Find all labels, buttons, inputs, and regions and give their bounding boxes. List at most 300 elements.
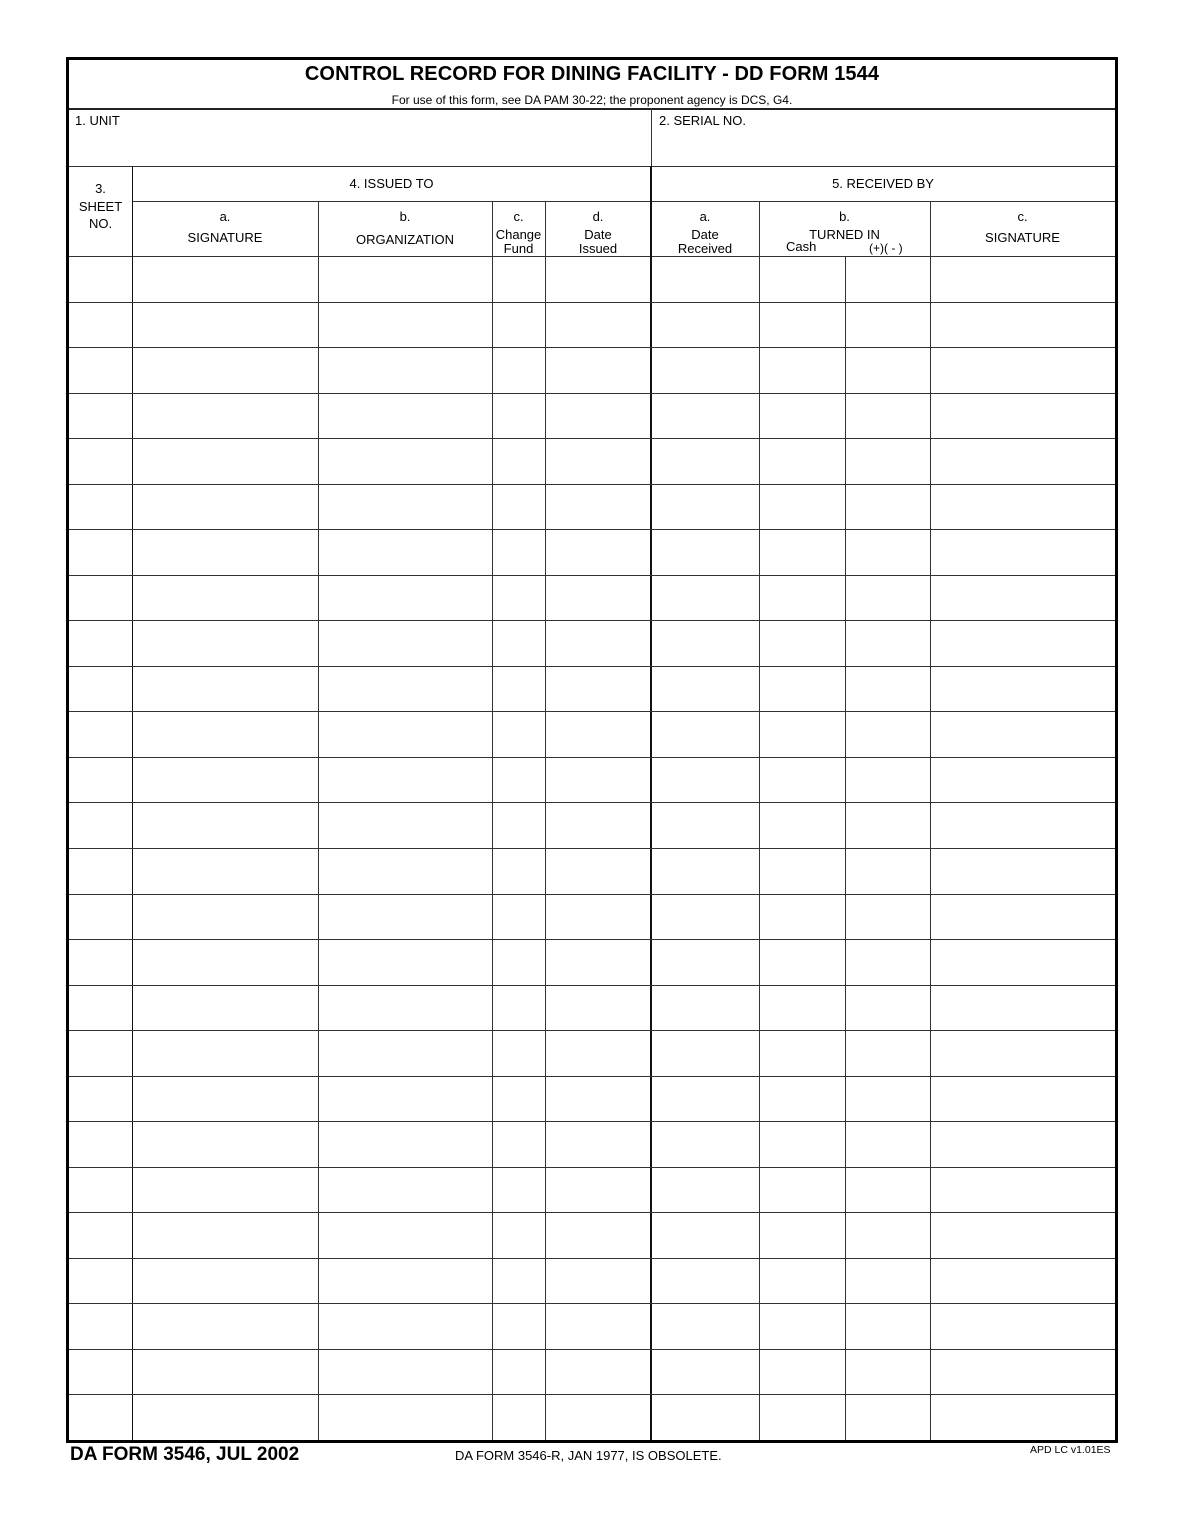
- issued-organization-input[interactable]: [320, 942, 491, 983]
- issued-signature-input[interactable]: [134, 851, 317, 892]
- issued-date-input[interactable]: [547, 350, 649, 391]
- turned-in-plus-minus-input[interactable]: [847, 532, 929, 573]
- issued-change-fund-input[interactable]: [494, 805, 544, 846]
- issued-change-fund-input[interactable]: [494, 760, 544, 801]
- issued-date-input[interactable]: [547, 396, 649, 437]
- col-title: SIGNATURE: [187, 230, 263, 245]
- received-date-input[interactable]: [653, 305, 758, 346]
- issued-date-input[interactable]: [547, 487, 649, 528]
- issued-organization-input[interactable]: [320, 851, 491, 892]
- issued-organization-input[interactable]: [320, 1124, 491, 1165]
- issued-signature-input[interactable]: [134, 1397, 317, 1438]
- received-date-header: [651, 210, 759, 256]
- sheet-no-input[interactable]: [71, 1079, 131, 1120]
- row-divider: [69, 1394, 1115, 1395]
- turned-in-plus-minus-input[interactable]: [847, 1215, 929, 1256]
- sheet-no-input[interactable]: [71, 396, 131, 437]
- issued-organization-input[interactable]: [320, 1397, 491, 1438]
- issued-organization-input[interactable]: [320, 669, 491, 710]
- received-date-input[interactable]: [653, 396, 758, 437]
- received-signature-input[interactable]: [932, 942, 1114, 983]
- sheet-no-num: 3.: [95, 181, 106, 196]
- table-row: [69, 894, 1115, 940]
- turned-in-plus-minus-input[interactable]: [847, 805, 929, 846]
- received-date-input[interactable]: [653, 760, 758, 801]
- issued-date-input[interactable]: [547, 851, 649, 892]
- table-row: [69, 848, 1115, 894]
- issued-change-fund-input[interactable]: [494, 851, 544, 892]
- turned-in-plus-minus-input[interactable]: [847, 897, 929, 938]
- turned-in-cash-input[interactable]: [761, 532, 844, 573]
- table-row: [69, 1303, 1115, 1349]
- issued-change-fund-input[interactable]: [494, 714, 544, 755]
- issued-signature-input[interactable]: [134, 805, 317, 846]
- turned-in-plus-minus-input[interactable]: [847, 441, 929, 482]
- received-signature-input[interactable]: [932, 1397, 1114, 1438]
- sheet-no-input[interactable]: [71, 441, 131, 482]
- issued-organization-input[interactable]: [320, 578, 491, 619]
- issued-organization-input[interactable]: [320, 1306, 491, 1347]
- section-header-divider: [132, 201, 1115, 202]
- row-divider: [69, 302, 1115, 303]
- received-signature-input[interactable]: [932, 441, 1114, 482]
- serial-no-input[interactable]: [657, 132, 1109, 162]
- sheet-no-input[interactable]: [71, 1033, 131, 1074]
- row-divider: [69, 1349, 1115, 1350]
- turned-in-plus-minus-input[interactable]: [847, 760, 929, 801]
- received-signature-input[interactable]: [932, 805, 1114, 846]
- sheet-no-input[interactable]: [71, 487, 131, 528]
- col-letter: c.: [513, 209, 524, 224]
- received-date-input[interactable]: [653, 259, 758, 300]
- turned-in-cash-input[interactable]: [761, 897, 844, 938]
- received-signature-input[interactable]: [932, 623, 1114, 664]
- received-signature-input[interactable]: [932, 532, 1114, 573]
- table-row: [69, 985, 1115, 1031]
- record-table-body: [69, 256, 1115, 1440]
- row-divider: [69, 1258, 1115, 1259]
- turned-in-cash-input[interactable]: [761, 1261, 844, 1302]
- row-divider: [69, 484, 1115, 485]
- sheet-no-input[interactable]: [71, 851, 131, 892]
- issued-organization-input[interactable]: [320, 988, 491, 1029]
- received-signature-input[interactable]: [932, 851, 1114, 892]
- turned-in-plus-minus-input[interactable]: [847, 1170, 929, 1211]
- received-signature-input[interactable]: [932, 259, 1114, 300]
- issued-date-input[interactable]: [547, 441, 649, 482]
- received-signature-input[interactable]: [932, 487, 1114, 528]
- received-date-input[interactable]: [653, 578, 758, 619]
- turned-in-plus-minus-input[interactable]: [847, 1079, 929, 1120]
- received-signature-input[interactable]: [932, 760, 1114, 801]
- sheet-no-input[interactable]: [71, 305, 131, 346]
- received-turned-in-header: [759, 210, 930, 242]
- issued-signature-input[interactable]: [134, 487, 317, 528]
- received-date-input[interactable]: [653, 1215, 758, 1256]
- col-title: Date: [691, 227, 719, 242]
- turned-in-plus-minus-input[interactable]: [847, 669, 929, 710]
- turned-in-plus-minus-input[interactable]: [847, 578, 929, 619]
- sheet-no-input[interactable]: [71, 1352, 131, 1393]
- sheet-no-input[interactable]: [71, 1261, 131, 1302]
- title-divider: [69, 108, 1115, 110]
- issued-date-input[interactable]: [547, 1215, 649, 1256]
- issued-signature-input[interactable]: [134, 305, 317, 346]
- issued-organization-input[interactable]: [320, 305, 491, 346]
- issued-change-fund-input[interactable]: [494, 305, 544, 346]
- row-divider: [69, 802, 1115, 803]
- col-title-2: Received: [677, 241, 733, 256]
- received-date-input[interactable]: [653, 1079, 758, 1120]
- issued-change-fund-input[interactable]: [494, 1306, 544, 1347]
- row-divider: [69, 1167, 1115, 1168]
- table-row: [69, 347, 1115, 393]
- table-row: [69, 1030, 1115, 1076]
- received-signature-input[interactable]: [932, 988, 1114, 1029]
- issued-date-input[interactable]: [547, 669, 649, 710]
- received-signature-input[interactable]: [932, 669, 1114, 710]
- issued-signature-input[interactable]: [134, 1306, 317, 1347]
- serial-no-label: 2. SERIAL NO.: [659, 113, 746, 128]
- issued-organization-input[interactable]: [320, 1079, 491, 1120]
- turned-in-plus-minus-input[interactable]: [847, 487, 929, 528]
- row-divider: [69, 438, 1115, 439]
- issued-signature-input[interactable]: [134, 1170, 317, 1211]
- received-date-input[interactable]: [653, 669, 758, 710]
- turned-in-plus-minus-input[interactable]: [847, 623, 929, 664]
- issued-change-fund-input[interactable]: [494, 1261, 544, 1302]
- received-signature-input[interactable]: [932, 305, 1114, 346]
- issued-date-input[interactable]: [547, 805, 649, 846]
- sheet-no-input[interactable]: [71, 1397, 131, 1438]
- turned-in-cash-label: Cash: [786, 239, 817, 254]
- table-row: [69, 1258, 1115, 1304]
- turned-in-cash-input[interactable]: [761, 1170, 844, 1211]
- issued-date-input[interactable]: [547, 1306, 649, 1347]
- turned-in-cash-input[interactable]: [761, 623, 844, 664]
- received-date-input[interactable]: [653, 851, 758, 892]
- col-title-2: Fund: [503, 241, 534, 256]
- issued-organization-input[interactable]: [320, 1261, 491, 1302]
- issued-date-input[interactable]: [547, 988, 649, 1029]
- received-date-input[interactable]: [653, 1033, 758, 1074]
- received-date-input[interactable]: [653, 1306, 758, 1347]
- turned-in-cash-input[interactable]: [761, 1397, 844, 1438]
- issued-signature-input[interactable]: [134, 1352, 317, 1393]
- issued-signature-input[interactable]: [134, 942, 317, 983]
- received-signature-header: [930, 210, 1115, 245]
- issued-signature-input[interactable]: [134, 1215, 317, 1256]
- received-by-header: 5. RECEIVED BY: [832, 176, 934, 191]
- received-signature-input[interactable]: [932, 1352, 1114, 1393]
- row-divider: [69, 757, 1115, 758]
- turned-in-plus-minus-input[interactable]: [847, 1306, 929, 1347]
- turned-in-cash-input[interactable]: [761, 1124, 844, 1165]
- sheet-no-input[interactable]: [71, 805, 131, 846]
- col-title-2: Issued: [578, 241, 618, 256]
- received-date-input[interactable]: [653, 897, 758, 938]
- issued-signature-input[interactable]: [134, 1261, 317, 1302]
- issued-change-fund-input[interactable]: [494, 669, 544, 710]
- received-date-input[interactable]: [653, 487, 758, 528]
- turned-in-plus-minus-input[interactable]: [847, 1261, 929, 1302]
- col-title: Change: [495, 227, 542, 242]
- issued-change-fund-input[interactable]: [494, 1033, 544, 1074]
- turned-in-cash-input[interactable]: [761, 1215, 844, 1256]
- issued-change-fund-input[interactable]: [494, 396, 544, 437]
- sheet-no-input[interactable]: [71, 532, 131, 573]
- received-signature-input[interactable]: [932, 1170, 1114, 1211]
- turned-in-plus-minus-input[interactable]: [847, 1352, 929, 1393]
- received-signature-input[interactable]: [932, 396, 1114, 437]
- issued-to-header: 4. ISSUED TO: [349, 176, 434, 191]
- issued-signature-input[interactable]: [134, 1033, 317, 1074]
- issued-organization-input[interactable]: [320, 1215, 491, 1256]
- turned-in-cash-input[interactable]: [761, 760, 844, 801]
- unit-label: 1. UNIT: [75, 113, 120, 128]
- issued-change-fund-input[interactable]: [494, 1124, 544, 1165]
- issued-change-fund-input[interactable]: [494, 1079, 544, 1120]
- row-divider: [69, 1212, 1115, 1213]
- issued-change-fund-input[interactable]: [494, 897, 544, 938]
- turned-in-plus-minus-input[interactable]: [847, 305, 929, 346]
- table-row: [69, 302, 1115, 348]
- sheet-no-input[interactable]: [71, 350, 131, 391]
- table-row: [69, 1076, 1115, 1122]
- issued-signature-input[interactable]: [134, 714, 317, 755]
- issued-organization-input[interactable]: [320, 441, 491, 482]
- issued-date-input[interactable]: [547, 259, 649, 300]
- issued-date-input[interactable]: [547, 760, 649, 801]
- turned-in-cash-input[interactable]: [761, 259, 844, 300]
- turned-in-plus-minus-input[interactable]: [847, 988, 929, 1029]
- issued-signature-input[interactable]: [134, 988, 317, 1029]
- issued-date-input[interactable]: [547, 1033, 649, 1074]
- issued-change-fund-input[interactable]: [494, 988, 544, 1029]
- turned-in-cash-input[interactable]: [761, 1306, 844, 1347]
- turned-in-cash-input[interactable]: [761, 714, 844, 755]
- turned-in-cash-input[interactable]: [761, 1033, 844, 1074]
- turned-in-plus-minus-input[interactable]: [847, 1124, 929, 1165]
- turned-in-cash-input[interactable]: [761, 851, 844, 892]
- issued-organization-input[interactable]: [320, 805, 491, 846]
- table-row: [69, 529, 1115, 575]
- sheet-no-abbrev: NO.: [88, 216, 113, 231]
- issued-change-fund-input[interactable]: [494, 1215, 544, 1256]
- col-title: TURNED IN: [809, 227, 880, 242]
- turned-in-plus-minus-label: (+)( - ): [869, 241, 903, 255]
- received-date-input[interactable]: [653, 350, 758, 391]
- issued-signature-input[interactable]: [134, 259, 317, 300]
- received-date-input[interactable]: [653, 441, 758, 482]
- turned-in-cash-input[interactable]: [761, 305, 844, 346]
- received-signature-input[interactable]: [932, 578, 1114, 619]
- table-row: [69, 620, 1115, 666]
- sheet-no-input[interactable]: [71, 259, 131, 300]
- received-signature-input[interactable]: [932, 1124, 1114, 1165]
- received-signature-input[interactable]: [932, 1261, 1114, 1302]
- turned-in-plus-minus-input[interactable]: [847, 1397, 929, 1438]
- issued-signature-input[interactable]: [134, 669, 317, 710]
- issued-organization-input[interactable]: [320, 350, 491, 391]
- col-title: SIGNATURE: [985, 230, 1060, 245]
- turned-in-cash-input[interactable]: [761, 988, 844, 1029]
- turned-in-cash-input[interactable]: [761, 1079, 844, 1120]
- table-row: [69, 939, 1115, 985]
- turned-in-cash-input[interactable]: [761, 441, 844, 482]
- turned-in-plus-minus-input[interactable]: [847, 396, 929, 437]
- received-signature-input[interactable]: [932, 1306, 1114, 1347]
- issued-signature-input[interactable]: [134, 1079, 317, 1120]
- issued-date-input[interactable]: [547, 714, 649, 755]
- sheet-no-input[interactable]: [71, 897, 131, 938]
- received-date-input[interactable]: [653, 532, 758, 573]
- sheet-no-word: SHEET: [78, 199, 123, 214]
- issued-organization-input[interactable]: [320, 259, 491, 300]
- issued-change-fund-input[interactable]: [494, 441, 544, 482]
- turned-in-cash-input[interactable]: [761, 805, 844, 846]
- issued-organization-input[interactable]: [320, 1352, 491, 1393]
- issued-signature-input[interactable]: [134, 1124, 317, 1165]
- received-signature-input[interactable]: [932, 897, 1114, 938]
- turned-in-plus-minus-input[interactable]: [847, 851, 929, 892]
- sheet-no-input[interactable]: [71, 623, 131, 664]
- turned-in-cash-input[interactable]: [761, 942, 844, 983]
- issued-organization-input[interactable]: [320, 623, 491, 664]
- table-row: [69, 1394, 1115, 1440]
- turned-in-cash-input[interactable]: [761, 487, 844, 528]
- issued-signature-input[interactable]: [134, 350, 317, 391]
- turned-in-plus-minus-input[interactable]: [847, 1033, 929, 1074]
- table-row: [69, 484, 1115, 530]
- form-id: DA FORM 3546, JUL 2002: [70, 1444, 300, 1465]
- issued-date-input[interactable]: [547, 1079, 649, 1120]
- turned-in-plus-minus-input[interactable]: [847, 714, 929, 755]
- sheet-no-input[interactable]: [71, 714, 131, 755]
- sheet-no-input[interactable]: [71, 1306, 131, 1347]
- issued-change-fund-input[interactable]: [494, 532, 544, 573]
- issued-date-input[interactable]: [547, 1261, 649, 1302]
- turned-in-cash-input[interactable]: [761, 1352, 844, 1393]
- issued-date-input[interactable]: [547, 623, 649, 664]
- received-signature-input[interactable]: [932, 1215, 1114, 1256]
- sheet-no-input[interactable]: [71, 578, 131, 619]
- issued-organization-input[interactable]: [320, 532, 491, 573]
- received-date-input[interactable]: [653, 942, 758, 983]
- issued-date-input[interactable]: [547, 1170, 649, 1211]
- control-record-form: [66, 57, 1118, 1443]
- issued-signature-input[interactable]: [134, 532, 317, 573]
- issued-organization-input[interactable]: [320, 487, 491, 528]
- issued-change-fund-input[interactable]: [494, 623, 544, 664]
- turned-in-plus-minus-input[interactable]: [847, 942, 929, 983]
- issued-date-input[interactable]: [547, 578, 649, 619]
- table-row: [69, 393, 1115, 439]
- issued-change-fund-input[interactable]: [494, 487, 544, 528]
- obsolete-note: DA FORM 3546-R, JAN 1977, IS OBSOLETE.: [455, 1448, 722, 1463]
- turned-in-cash-input[interactable]: [761, 578, 844, 619]
- received-signature-input[interactable]: [932, 1033, 1114, 1074]
- table-row: [69, 757, 1115, 803]
- unit-input[interactable]: [73, 132, 648, 162]
- turned-in-plus-minus-input[interactable]: [847, 259, 929, 300]
- sheet-no-input[interactable]: [71, 942, 131, 983]
- issued-organization-input[interactable]: [320, 1170, 491, 1211]
- received-signature-input[interactable]: [932, 1079, 1114, 1120]
- issued-signature-input[interactable]: [134, 623, 317, 664]
- table-row: [69, 575, 1115, 621]
- issued-organization-input[interactable]: [320, 1033, 491, 1074]
- received-date-input[interactable]: [653, 1261, 758, 1302]
- received-date-input[interactable]: [653, 1170, 758, 1211]
- issued-signature-input[interactable]: [134, 396, 317, 437]
- received-signature-input[interactable]: [932, 350, 1114, 391]
- form-subtitle: For use of this form, see DA PAM 30-22; the proponent agency is DCS, G4.: [391, 93, 793, 107]
- turned-in-cash-input[interactable]: [761, 396, 844, 437]
- received-date-input[interactable]: [653, 1352, 758, 1393]
- sheet-no-input[interactable]: [71, 669, 131, 710]
- issued-organization-input[interactable]: [320, 897, 491, 938]
- issued-organization-input[interactable]: [320, 714, 491, 755]
- col-title: Date: [584, 227, 612, 242]
- row-divider: [69, 711, 1115, 712]
- issued-date-input[interactable]: [547, 1124, 649, 1165]
- received-date-input[interactable]: [653, 1124, 758, 1165]
- sheet-no-input[interactable]: [71, 1124, 131, 1165]
- sheet-no-input[interactable]: [71, 1170, 131, 1211]
- turned-in-cash-input[interactable]: [761, 669, 844, 710]
- row-divider: [69, 1076, 1115, 1077]
- issued-date-input[interactable]: [547, 897, 649, 938]
- issued-signature-input[interactable]: [134, 441, 317, 482]
- received-date-input[interactable]: [653, 623, 758, 664]
- issued-change-fund-input[interactable]: [494, 1397, 544, 1438]
- issued-organization-header: [318, 210, 492, 247]
- col-title: ORGANIZATION: [356, 232, 454, 247]
- sheet-no-input[interactable]: [71, 988, 131, 1029]
- issued-change-fund-input[interactable]: [494, 1170, 544, 1211]
- turned-in-cash-input[interactable]: [761, 350, 844, 391]
- issued-organization-input[interactable]: [320, 760, 491, 801]
- issued-signature-input[interactable]: [134, 760, 317, 801]
- table-row: [69, 666, 1115, 712]
- issued-change-fund-input[interactable]: [494, 350, 544, 391]
- received-date-input[interactable]: [653, 714, 758, 755]
- issued-date-input[interactable]: [547, 1352, 649, 1393]
- sheet-no-input[interactable]: [71, 760, 131, 801]
- issued-change-fund-input[interactable]: [494, 259, 544, 300]
- issued-change-fund-input[interactable]: [494, 1352, 544, 1393]
- issued-change-fund-input[interactable]: [494, 578, 544, 619]
- issued-signature-input[interactable]: [134, 578, 317, 619]
- row-divider: [69, 1303, 1115, 1304]
- table-row: [69, 1349, 1115, 1395]
- issued-signature-input[interactable]: [134, 897, 317, 938]
- issued-date-input[interactable]: [547, 532, 649, 573]
- sheet-no-input[interactable]: [71, 1215, 131, 1256]
- unit-serial-divider: [651, 108, 652, 166]
- issued-date-input[interactable]: [547, 1397, 649, 1438]
- received-signature-input[interactable]: [932, 714, 1114, 755]
- issued-date-input[interactable]: [547, 305, 649, 346]
- issued-date-input[interactable]: [547, 942, 649, 983]
- issued-change-fund-input[interactable]: [494, 942, 544, 983]
- turned-in-plus-minus-input[interactable]: [847, 350, 929, 391]
- issued-organization-input[interactable]: [320, 396, 491, 437]
- received-date-input[interactable]: [653, 988, 758, 1029]
- received-date-input[interactable]: [653, 805, 758, 846]
- received-date-input[interactable]: [653, 1397, 758, 1438]
